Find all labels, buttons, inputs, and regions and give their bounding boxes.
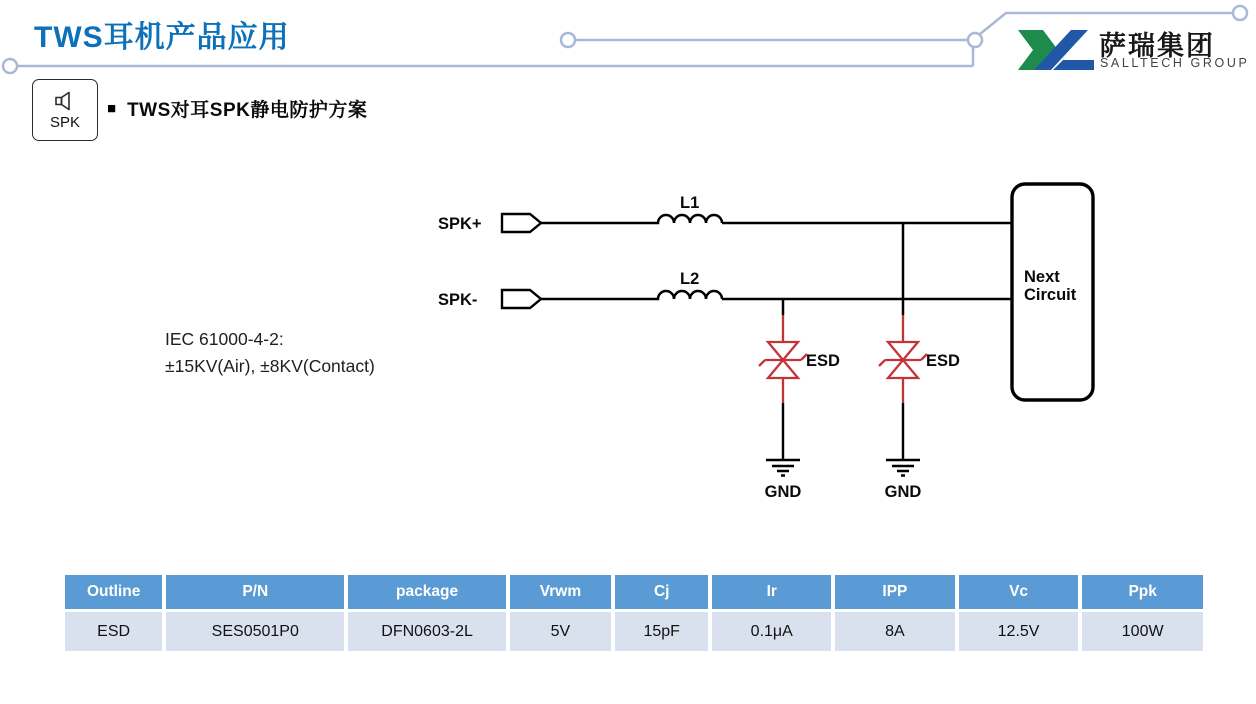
cell-ir: 0.1μA: [712, 612, 831, 651]
col-header-ppk: Ppk: [1082, 575, 1203, 609]
esd-label-2: ESD: [926, 352, 960, 370]
section-heading: [107, 95, 367, 122]
col-header-outline: Outline: [65, 575, 162, 609]
cell-package: DFN0603-2L: [348, 612, 506, 651]
spk-badge-label: SPK: [49, 113, 80, 131]
tvs-diode-symbol-1: [759, 315, 807, 403]
iec-line1: IEC 61000-4-2:: [165, 329, 284, 349]
col-header-cj: Cj: [615, 575, 708, 609]
esd-protection-schematic: [430, 175, 1110, 520]
next-circuit-line2: Circuit: [1024, 286, 1077, 304]
cell-pn: SES0501P0: [166, 612, 344, 651]
iec-line2: ±15KV(Air), ±8KV(Contact): [165, 356, 375, 376]
col-header-vrwm: Vrwm: [510, 575, 611, 609]
wire-spk-plus: [541, 215, 1012, 223]
salltech-logo-mark-icon: [1018, 27, 1094, 73]
tvs-diode-symbol-2: [879, 315, 927, 403]
spec-table: [65, 575, 1203, 651]
col-header-package: package: [348, 575, 506, 609]
logo-name-en: SALLTECH GROUP: [1100, 56, 1250, 70]
connector-pin-spk-plus: [502, 214, 541, 232]
square-bullet-icon: ■: [107, 100, 117, 117]
ground-symbol-2: [886, 403, 920, 476]
connector-pin-spk-minus: [502, 290, 541, 308]
ground-symbol-1: [766, 403, 800, 476]
next-circuit-line1: Next: [1024, 268, 1060, 286]
col-header-ipp: IPP: [835, 575, 955, 609]
spk-badge: [32, 79, 98, 141]
inductor-label-l1: L1: [680, 194, 700, 212]
cell-outline: ESD: [65, 612, 162, 651]
cell-cj: 15pF: [615, 612, 708, 651]
col-header-vc: Vc: [959, 575, 1079, 609]
inductor-label-l2: L2: [680, 270, 700, 288]
section-heading-text: TWS对耳SPK静电防护方案: [127, 100, 368, 121]
esd-label-1: ESD: [806, 352, 840, 370]
logo-name-cn: 萨瑞集团: [1099, 31, 1215, 61]
cell-vrwm: 5V: [510, 612, 611, 651]
net-label-spk-minus: SPK-: [438, 291, 478, 309]
page-title: TWS耳机产品应用: [34, 21, 290, 54]
cell-vc: 12.5V: [959, 612, 1079, 651]
cell-ipp: 8A: [835, 612, 955, 651]
col-header-ir: Ir: [712, 575, 831, 609]
gnd-label-1: GND: [764, 483, 802, 501]
gnd-label-2: GND: [884, 483, 922, 501]
net-label-spk-plus: SPK+: [438, 215, 482, 233]
col-header-pn: P/N: [166, 575, 344, 609]
cell-ppk: 100W: [1082, 612, 1203, 651]
iec-standard-note: [165, 326, 375, 380]
speaker-icon: [53, 90, 77, 112]
wire-spk-minus: [541, 291, 1012, 299]
